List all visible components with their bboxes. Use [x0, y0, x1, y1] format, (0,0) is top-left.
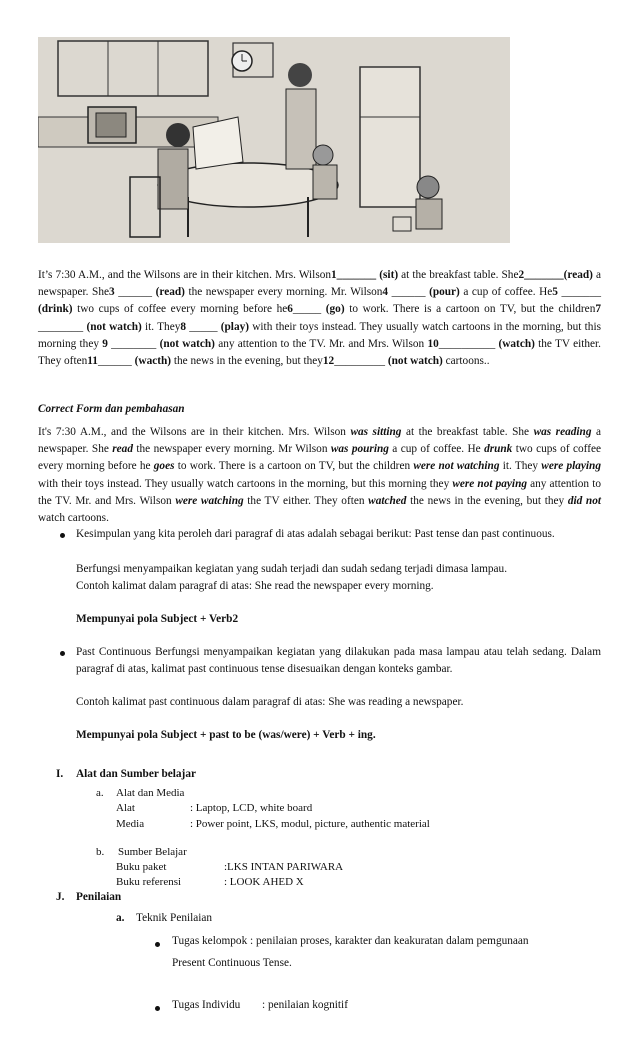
ex-verb: (not watch) — [86, 320, 142, 333]
ex-text: It’s 7:30 A.M., and the Wilsons are in their kitchen. Mrs. Wilson — [38, 269, 332, 281]
cf-answer: were playing — [541, 460, 601, 473]
ex-text: _____ — [292, 303, 326, 316]
ex-text: the news in the evening, but they — [173, 355, 323, 368]
ex-blank-12: 12 — [322, 355, 335, 368]
ex-text: a newspaper. She — [38, 269, 602, 299]
ex-text: __________ — [438, 337, 499, 350]
ex-text: it. They — [141, 320, 181, 333]
cf-text: two cups of coffee every morning before he — [38, 443, 602, 473]
ex-verb: (play) — [220, 320, 250, 333]
subsection-b-label: b. — [96, 846, 105, 858]
cf-text: watch cartoons. — [38, 512, 109, 525]
ex-blank-7: 7 — [595, 303, 601, 316]
ex-text: ______ — [388, 286, 426, 299]
ex-blank-3: 3 — [109, 286, 115, 299]
bullet-past-continuous-example: Contoh kalimat past continuous dalam paragraf di atas: She was reading a newspaper. — [76, 696, 464, 708]
ex-blank-1: 1_______ — [331, 269, 377, 281]
ex-text: ________ — [107, 337, 160, 350]
correct-form-paragraph — [38, 424, 601, 527]
bullet-past-tense-function: Berfungsi menyampaikan kegiatan yang sudah terjadi dan sudah sedang terjadi dimasa lampau. — [76, 563, 508, 575]
section-i-label: I. — [56, 768, 64, 780]
ex-blank-8: 8 — [180, 320, 187, 333]
buku-referensi-value: : LOOK AHED X — [224, 876, 304, 888]
buku-paket-label: Buku paket — [116, 861, 167, 873]
cf-answer: was sitting — [350, 426, 402, 438]
ex-verb: (pour) — [429, 286, 460, 299]
ex-verb: (wacth) — [134, 355, 172, 368]
cf-answer: read — [112, 443, 133, 456]
media-value: : Power point, LKS, modul, picture, authentic material — [190, 818, 430, 830]
subsection-a-label: a. — [96, 787, 104, 799]
bullet-dot — [60, 651, 65, 656]
subsection-a-label: a. — [116, 912, 125, 924]
ex-text: a cup of coffee. He — [459, 286, 553, 299]
cf-text: the TV either. They often — [243, 494, 369, 507]
section-i-title: Alat dan Sumber belajar — [76, 768, 196, 780]
cf-answer: were not watching — [413, 460, 500, 473]
cf-text: a cup of coffee. He — [388, 443, 485, 456]
buku-paket-value: :LKS INTAN PARIWARA — [224, 861, 344, 873]
cf-text: It's 7:30 A.M., and the Wilsons are in their kitchen. Mrs. Wilson — [38, 426, 351, 438]
ex-text: ________ — [38, 320, 87, 333]
ex-text: instead. They usually watch cartoons in the morning, but this morning they — [38, 320, 601, 350]
bullet-dot — [60, 533, 65, 538]
cf-answer: did not — [567, 494, 601, 507]
ex-verb: (watch) — [498, 337, 535, 350]
bullet-past-tense — [76, 526, 601, 543]
ex-blank-6: 6 — [287, 303, 293, 316]
ex-text: with their toys — [249, 320, 319, 333]
tugas-individu-value: : penilaian kognitif — [262, 999, 348, 1011]
cf-answer: were watching — [175, 494, 244, 507]
cf-answer: drunk — [484, 443, 513, 456]
ex-verb: (go) — [325, 303, 345, 316]
ex-text: attention to the TV. Mr. and Mrs. Wilson — [237, 337, 428, 350]
ex-text: ______ — [114, 286, 156, 299]
ex-blank-2: 2_______(read) — [518, 269, 593, 281]
cf-text: the newspaper every morning. Mr Wilson — [132, 443, 331, 456]
ex-text: two cups of coffee every morning before he — [72, 303, 288, 316]
ex-text: at the breakfast table. — [398, 269, 499, 281]
kitchen-drawing — [38, 37, 510, 243]
ex-verb: (sit) — [379, 269, 399, 281]
kitchen-illustration — [38, 37, 510, 243]
tugas-kelompok-text: Tugas kelompok : penilaian proses, karakter dan keakuratan dalam pemgunaan — [172, 935, 529, 947]
tugas-individu-label: Tugas Individu — [172, 999, 241, 1011]
bullet-past-continuous: Past Continuous Berfungsi menyampaikan kegiatan yang dilakukan pada masa lampau atau telah sedang. Dalam paragraf di atas, kalimat past continuous tense disesuaikan dengan konteks gambar. — [76, 646, 601, 675]
tugas-kelompok-text-2: Present Continuous Tense. — [172, 957, 292, 969]
ex-blank-5: 5 — [552, 286, 558, 299]
cf-text: a newspaper. She — [38, 426, 601, 456]
ex-text: the newspaper every morning. Mr. Wilson — [184, 286, 383, 299]
cf-text: at the breakfast table. She — [401, 426, 534, 438]
alat-value: : Laptop, LCD, white board — [190, 802, 313, 814]
correct-form-heading: Correct Form dan pembahasan — [38, 403, 185, 415]
bullet-past-tense-pattern: Mempunyai pola Subject + Verb2 — [76, 613, 239, 625]
buku-referensi-label: Buku referensi — [116, 876, 182, 888]
alat-label: Alat — [116, 802, 135, 814]
cf-text: it. They — [499, 460, 542, 473]
cf-answer: was pouring — [330, 443, 389, 456]
cf-answer: goes — [153, 460, 175, 473]
ex-text: the TV either. They often — [38, 337, 601, 368]
bullet-past-tense-example: Contoh kalimat dalam paragraf di atas: She read the newspaper every morning. — [76, 580, 434, 592]
ex-text: any — [214, 337, 235, 350]
cf-answer: were not paying — [452, 477, 527, 490]
teknik-penilaian-title: Teknik Penilaian — [136, 912, 213, 924]
bullet-dot — [155, 1006, 160, 1011]
ex-text: ______ — [97, 355, 135, 368]
ex-blank-10: 10 — [427, 337, 439, 350]
ex-verb: (read) — [155, 286, 185, 299]
media-label: Media — [116, 818, 145, 830]
ex-text: cartoons.. — [442, 355, 490, 368]
ex-verb: (drink) — [38, 303, 73, 316]
ex-text: to work. — [344, 303, 389, 316]
cf-text: any attention to the TV. Mr. and Mrs. Wilson — [38, 477, 601, 507]
subsection-b-title: Sumber Belajar — [118, 846, 187, 858]
section-j-label: J. — [56, 891, 65, 903]
ex-blank-11: 11 — [87, 355, 98, 368]
cf-text: with their toys instead. They usually watch cartoons in the morning, but this morning they — [38, 477, 453, 490]
ex-text: _____ — [186, 320, 221, 333]
section-j-title: Penilaian — [76, 891, 122, 903]
cf-answer: watched — [368, 494, 407, 507]
bullet-text: Kesimpulan yang kita peroleh dari paragraf di atas adalah sebagai berikut: Past tense dan past continuous. — [76, 528, 555, 540]
ex-verb: (not watch) — [387, 355, 443, 368]
exercise-paragraph — [38, 267, 601, 370]
ex-text: _______ — [557, 286, 601, 299]
ex-text: _________ — [334, 355, 388, 368]
bullet-past-continuous-pattern: Mempunyai pola Subject + past to be (was/were) + Verb + ing. — [76, 729, 376, 741]
ex-text: She — [501, 269, 519, 281]
bullet-dot — [155, 942, 160, 947]
cf-text: to work. There is a cartoon on TV, but the children — [174, 460, 414, 473]
ex-text: There is a cartoon on TV, but the children — [393, 303, 596, 316]
subsection-a-title: Alat dan Media — [116, 787, 185, 799]
ex-blank-9: 9 — [102, 337, 108, 350]
ex-blank-4: 4 — [382, 286, 389, 299]
ex-verb: (not watch) — [159, 337, 215, 350]
cf-answer: was reading — [533, 426, 592, 438]
cf-text: the news in the evening, but they — [406, 494, 568, 507]
